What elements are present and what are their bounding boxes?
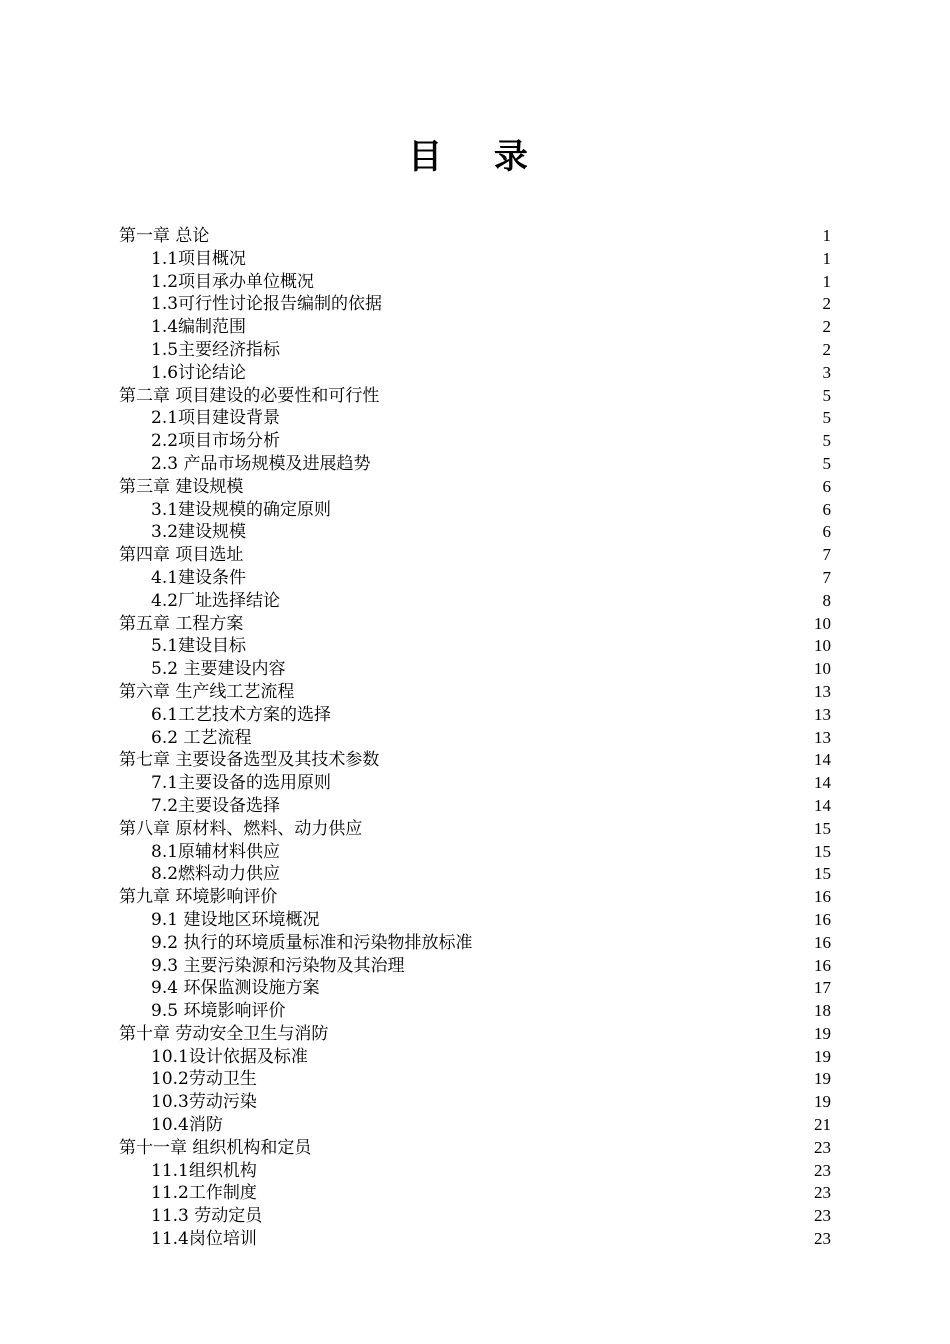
toc-entry-page-number: 7: [822, 545, 831, 565]
toc-section-entry[interactable]: [119, 567, 831, 590]
toc-entry-label: 11.2工作制度: [151, 1183, 257, 1204]
toc-section-entry[interactable]: [119, 1205, 831, 1228]
toc-entry-page-number: 2: [822, 317, 831, 337]
toc-chapter-entry[interactable]: [119, 1137, 831, 1160]
toc-entry-label: 第八章 原材料、燃料、动力供应: [119, 818, 363, 839]
toc-section-entry[interactable]: [119, 658, 831, 681]
toc-chapter-entry[interactable]: [119, 749, 831, 772]
toc-section-entry[interactable]: [119, 316, 831, 339]
toc-entry-label: 1.1项目概况: [151, 248, 247, 269]
toc-entry-label: 9.4 环保监测设施方案: [151, 978, 320, 999]
toc-entry-label: 11.1组织机构: [151, 1160, 257, 1181]
toc-section-entry[interactable]: [119, 1114, 831, 1137]
toc-entry-label: 10.1设计依据及标准: [151, 1046, 308, 1067]
toc-entry-label: 1.5主要经济指标: [151, 339, 281, 360]
toc-section-entry[interactable]: [119, 248, 831, 271]
toc-section-entry[interactable]: [119, 772, 831, 795]
toc-entry-label: 3.1建设规模的确定原则: [151, 499, 332, 520]
toc-entry-label: 2.3 产品市场规模及进展趋势: [151, 453, 371, 474]
toc-entry-label: 9.5 环境影响评价: [151, 1001, 286, 1022]
toc-entry-page-number: 1: [822, 271, 831, 291]
toc-entry-label: 9.2 执行的环境质量标准和污染物排放标准: [151, 932, 473, 953]
toc-entry-label: 1.4编制范围: [151, 317, 247, 338]
toc-section-entry[interactable]: [119, 1068, 831, 1091]
toc-entry-label: 2.2项目市场分析: [151, 431, 281, 452]
toc-entry-label: 6.2 工艺流程: [151, 727, 252, 748]
toc-entry-label: 第四章 项目选址: [119, 545, 244, 566]
toc-entry-page-number: 13: [814, 681, 831, 701]
toc-section-entry[interactable]: [119, 1228, 831, 1251]
toc-entry-page-number: 23: [814, 1137, 831, 1157]
toc-section-entry[interactable]: [119, 863, 831, 886]
toc-entry-page-number: 5: [822, 431, 831, 451]
toc-entry-label: 10.3劳动污染: [151, 1092, 257, 1113]
toc-section-entry[interactable]: [119, 1160, 831, 1183]
toc-entry-page-number: 18: [814, 1001, 831, 1021]
toc-entry-label: 第七章 主要设备选型及其技术参数: [119, 750, 380, 771]
toc-section-entry[interactable]: [119, 362, 831, 385]
toc-entry-page-number: 21: [814, 1115, 831, 1135]
toc-section-entry[interactable]: [119, 932, 831, 955]
toc-section-entry[interactable]: [119, 1046, 831, 1069]
table-of-contents: [119, 225, 831, 1251]
toc-section-entry[interactable]: [119, 635, 831, 658]
toc-entry-label: 第二章 项目建设的必要性和可行性: [119, 385, 380, 406]
toc-section-entry[interactable]: [119, 841, 831, 864]
toc-entry-page-number: 10: [814, 659, 831, 679]
toc-entry-page-number: 23: [814, 1160, 831, 1180]
toc-entry-page-number: 8: [822, 590, 831, 610]
toc-entry-label: 第三章 建设规模: [119, 476, 244, 497]
toc-entry-page-number: 17: [814, 978, 831, 998]
toc-entry-page-number: 6: [822, 522, 831, 542]
toc-section-entry[interactable]: [119, 1000, 831, 1023]
toc-section-entry[interactable]: [119, 430, 831, 453]
toc-entry-label: 第十章 劳动安全卫生与消防: [119, 1023, 329, 1044]
toc-entry-label: 5.2 主要建设内容: [151, 659, 286, 680]
toc-entry-label: 第一章 总论: [119, 226, 210, 246]
toc-section-entry[interactable]: [119, 590, 831, 613]
toc-entry-page-number: 1: [822, 226, 831, 245]
toc-section-entry[interactable]: [119, 521, 831, 544]
toc-entry-page-number: 15: [814, 841, 831, 861]
toc-chapter-entry[interactable]: [119, 225, 831, 248]
toc-section-entry[interactable]: [119, 1091, 831, 1114]
toc-chapter-entry[interactable]: [119, 613, 831, 636]
toc-chapter-entry[interactable]: [119, 385, 831, 408]
toc-entry-page-number: 19: [814, 1046, 831, 1066]
toc-entry-page-number: 16: [814, 932, 831, 952]
toc-entry-label: 6.1工艺技术方案的选择: [151, 704, 332, 725]
toc-entry-label: 2.1项目建设背景: [151, 408, 281, 429]
toc-chapter-entry[interactable]: [119, 818, 831, 841]
toc-entry-label: 1.2项目承办单位概况: [151, 271, 315, 292]
toc-section-entry[interactable]: [119, 704, 831, 727]
toc-entry-page-number: 1: [822, 248, 831, 268]
toc-entry-label: 8.1原辅材料供应: [151, 841, 281, 862]
toc-entry-page-number: 13: [814, 727, 831, 747]
toc-entry-label: 第六章 生产线工艺流程: [119, 681, 295, 702]
toc-section-entry[interactable]: [119, 339, 831, 362]
toc-entry-page-number: 5: [822, 408, 831, 428]
toc-section-entry[interactable]: [119, 407, 831, 430]
toc-entry-label: 7.1主要设备的选用原则: [151, 773, 332, 794]
toc-entry-page-number: 2: [822, 339, 831, 359]
toc-entry-page-number: 5: [822, 385, 831, 405]
toc-chapter-entry[interactable]: [119, 1023, 831, 1046]
toc-section-entry[interactable]: [119, 271, 831, 294]
toc-entry-page-number: 6: [822, 476, 831, 496]
toc-section-entry[interactable]: [119, 727, 831, 750]
toc-entry-label: 11.4岗位培训: [151, 1229, 257, 1250]
toc-entry-page-number: 23: [814, 1183, 831, 1203]
toc-entry-page-number: 19: [814, 1023, 831, 1043]
toc-entry-page-number: 2: [822, 294, 831, 314]
toc-section-entry[interactable]: [119, 1182, 831, 1205]
toc-entry-label: 4.2厂址选择结论: [151, 590, 281, 611]
toc-entry-page-number: 16: [814, 909, 831, 929]
toc-section-entry[interactable]: [119, 499, 831, 522]
toc-entry-label: 4.1建设条件: [151, 567, 247, 588]
toc-section-entry[interactable]: [119, 909, 831, 932]
toc-entry-label: 5.1建设目标: [151, 636, 247, 657]
toc-section-entry[interactable]: [119, 453, 831, 476]
toc-entry-page-number: 19: [814, 1069, 831, 1089]
toc-entry-label: 第五章 工程方案: [119, 613, 244, 634]
toc-entry-label: 1.6讨论结论: [151, 362, 247, 383]
toc-entry-page-number: 19: [814, 1092, 831, 1112]
toc-section-entry[interactable]: [119, 977, 831, 1000]
toc-entry-page-number: 3: [822, 362, 831, 382]
toc-entry-page-number: 13: [814, 704, 831, 724]
toc-entry-label: 10.2劳动卫生: [151, 1069, 257, 1090]
toc-chapter-entry[interactable]: [119, 544, 831, 567]
toc-entry-page-number: 16: [814, 955, 831, 975]
toc-entry-page-number: 14: [814, 773, 831, 793]
toc-chapter-entry[interactable]: [119, 886, 831, 909]
toc-entry-label: 10.4消防: [151, 1115, 223, 1136]
toc-section-entry[interactable]: [119, 293, 831, 316]
toc-entry-page-number: 10: [814, 613, 831, 633]
toc-entry-page-number: 15: [814, 864, 831, 884]
toc-chapter-entry[interactable]: [119, 681, 831, 704]
toc-entry-page-number: 23: [814, 1206, 831, 1226]
toc-entry-label: 7.2主要设备选择: [151, 795, 281, 816]
toc-entry-page-number: 7: [822, 567, 831, 587]
toc-entry-page-number: 14: [814, 795, 831, 815]
toc-entry-label: 第九章 环境影响评价: [119, 887, 278, 908]
toc-entry-label: 9.3 主要污染源和污染物及其治理: [151, 955, 405, 976]
toc-entry-label: 11.3 劳动定员: [151, 1206, 263, 1227]
toc-entry-page-number: 16: [814, 887, 831, 907]
toc-entry-page-number: 10: [814, 636, 831, 656]
toc-entry-page-number: 14: [814, 750, 831, 770]
toc-chapter-entry[interactable]: [119, 476, 831, 499]
toc-entry-label: 第十一章 组织机构和定员: [119, 1137, 312, 1158]
toc-section-entry[interactable]: [119, 795, 831, 818]
toc-section-entry[interactable]: [119, 955, 831, 978]
toc-entry-label: 1.3可行性讨论报告编制的依据: [151, 294, 383, 315]
toc-entry-label: 8.2燃料动力供应: [151, 864, 281, 885]
toc-entry-page-number: 5: [822, 453, 831, 473]
toc-entry-label: 3.2建设规模: [151, 522, 247, 543]
toc-entry-label: 9.1 建设地区环境概况: [151, 909, 320, 930]
toc-entry-page-number: 23: [814, 1229, 831, 1249]
page-title: 目 录: [408, 137, 548, 177]
toc-entry-page-number: 6: [822, 499, 831, 519]
toc-entry-page-number: 15: [814, 818, 831, 838]
